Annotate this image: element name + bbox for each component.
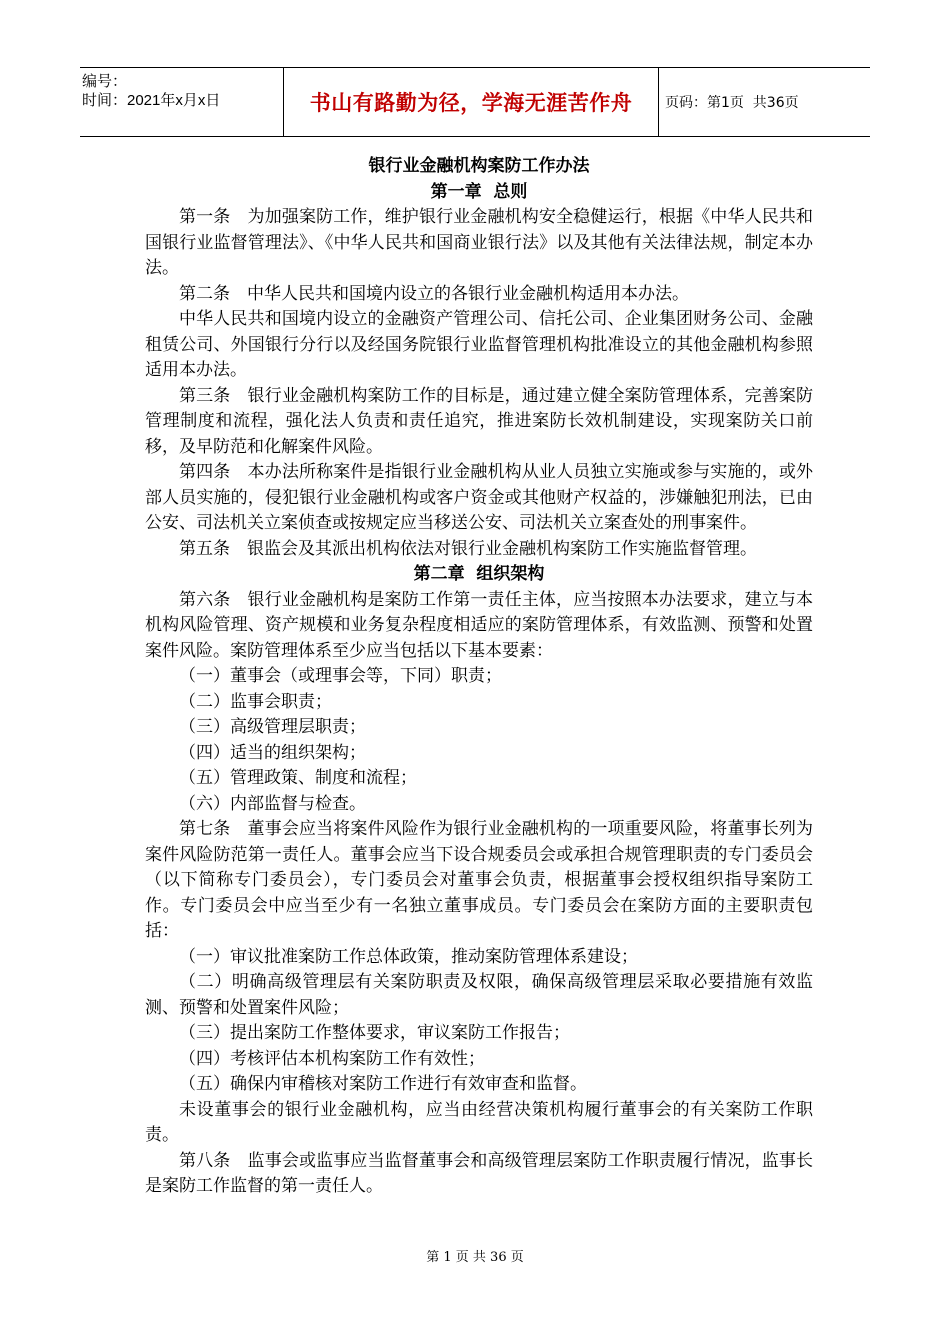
header-table (80, 67, 870, 137)
list-item: （二）监事会职责； (179, 691, 332, 712)
list-item: （一）董事会（或理事会等，下同）职责； (179, 666, 502, 686)
chapter-heading: 第二章 组织架构 (413, 564, 545, 584)
paragraph: 中华人民共和国境内设立的金融资产管理公司、信托公司、企业集团财务公司、金融租赁公司、外国银行分行以及经国务院银行业监督管理机构批准设立的其他金融机构参照适用本办法。 (145, 309, 813, 380)
document-title: 银行业金融机构案防工作办法 (368, 156, 590, 176)
list-item: （三）高级管理层职责； (179, 717, 366, 737)
list-item: （五）确保内审稽核对案防工作进行有效审查和监督。 (179, 1074, 587, 1094)
chapter-heading: 第一章 总则 (430, 181, 528, 202)
list-item: （一）审议批准案防工作总体政策，推动案防管理体系建设； (179, 946, 638, 967)
number-label: 编号： (82, 73, 128, 90)
header-page-info: 页码：第1页 共36页 (665, 95, 799, 111)
header-meta (80, 68, 283, 136)
list-item: （四）适当的组织架构； (179, 742, 366, 763)
list-item: （六）内部监督与检查。 (179, 793, 366, 814)
paragraph: 第三条 银行业金融机构案防工作的目标是，通过建立健全案防管理体系，完善案防管理制度和流程，强化法人负责和责任追究，推进案防长效机制建设，实现案防关口前移，及早防范和化解案件风险。 (145, 385, 813, 457)
header-motto: 书山有路勤为径，学海无涯苦作舟 (283, 68, 659, 136)
list-item: （三）提出案防工作整体要求，审议案防工作报告； (179, 1023, 570, 1043)
document-body (145, 154, 813, 1200)
paragraph: 第五条 银监会及其派出机构依法对银行业金融机构案防工作实施监督管理。 (179, 538, 757, 559)
list-item: （四）考核评估本机构案防工作有效性； (179, 1048, 485, 1069)
page-footer: 第 1 页 共 36 页 (426, 1250, 524, 1265)
list-item: （二）明确高级管理层有关案防职责及权限，确保高级管理层采取必要措施有效监测、预警和处置案件风险； (145, 972, 813, 1018)
paragraph: 第四条 本办法所称案件是指银行业金融机构从业人员独立实施或参与实施的，或外部人员实施的，侵犯银行业金融机构或客户资金或其他财产权益的，涉嫌触犯刑法，已由公安、司法机关立案侦查或按规定应当移送公安、司法机关立案查处的刑事案件。 (145, 462, 813, 533)
list-item: （五）管理政策、制度和流程； (179, 768, 417, 788)
date-line: 时间：2021年x月x日 (82, 92, 221, 109)
paragraph: 第七条 董事会应当将案件风险作为银行业金融机构的一项重要风险，将董事长列为案件风险防范第一责任人。董事会应当下设合规委员会或承担合规管理职责的专门委员会（以下简称专门委员会），专门委员会对董事会负责，根据董事会授权组织指导案防工作。专门委员会中应当至少有一名独立董事成员。专门委员会在案防方面的主要职责包括： (145, 819, 813, 941)
paragraph: 第八条 监事会或监事应当监督董事会和高级管理层案防工作职责履行情况，监事长是案防工作监督的第一责任人。 (145, 1150, 813, 1196)
paragraph: 第二条 中华人民共和国境内设立的各银行业金融机构适用本办法。 (179, 283, 689, 304)
paragraph: 未设董事会的银行业金融机构，应当由经营决策机构履行董事会的有关案防工作职责。 (145, 1099, 813, 1145)
paragraph: 第六条 银行业金融机构是案防工作第一责任主体，应当按照本办法要求，建立与本机构风险管理、资产规模和业务复杂程度相适应的案防管理体系，有效监测、预警和处置案件风险。案防管理体系至少应当包括以下基本要素： (145, 589, 813, 661)
paragraph: 第一条 为加强案防工作，维护银行业金融机构安全稳健运行，根据《中华人民共和国银行业监督管理法》、《中华人民共和国商业银行法》以及其他有关法律法规，制定本办法。 (145, 207, 813, 278)
